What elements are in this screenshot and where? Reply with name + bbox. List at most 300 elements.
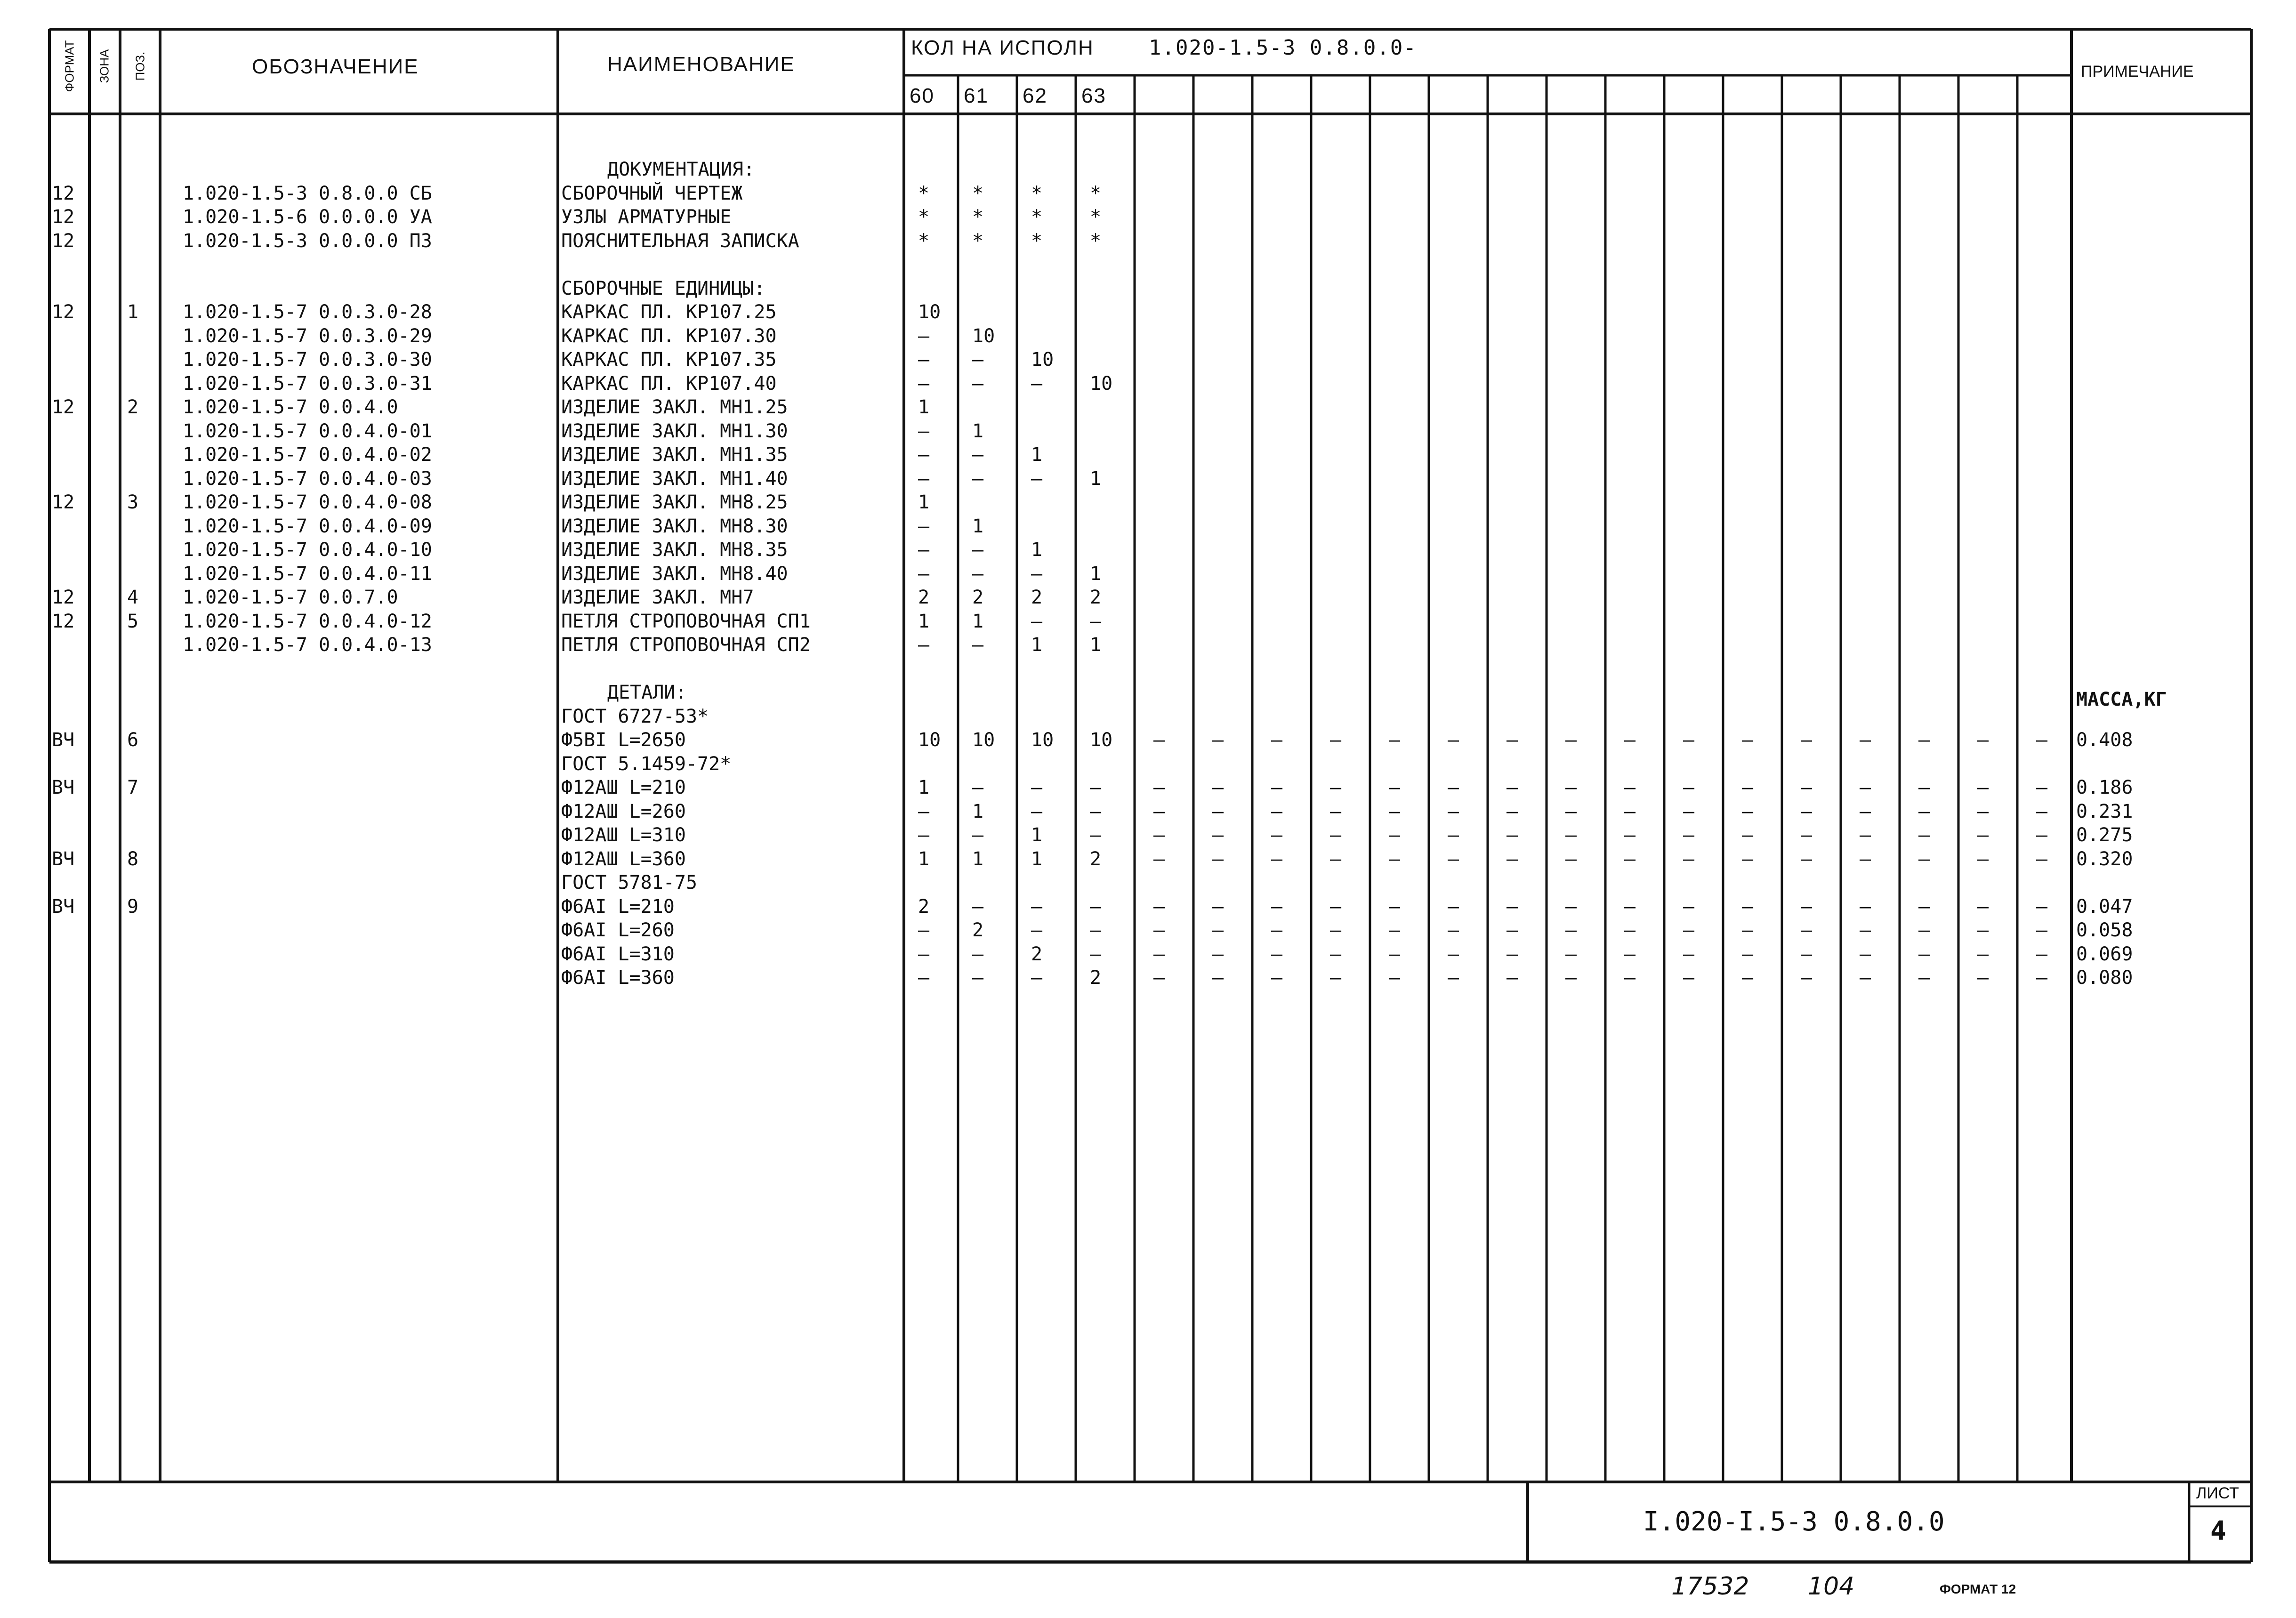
row-qty-62: * (1031, 230, 1043, 252)
header-variant-60: 60 (910, 84, 935, 107)
row-dash: – (1271, 800, 1283, 822)
row-qty-61: – (972, 967, 984, 989)
row-dash: – (1977, 943, 1989, 965)
row-dash: – (1918, 967, 1930, 989)
row-dash: – (1506, 777, 1518, 798)
row-qty-62: 1 (1031, 824, 1043, 846)
row-name: КАРКАС ПЛ. КР107.40 (561, 372, 777, 394)
row-name: ГОСТ 6727-53* (561, 705, 709, 727)
row-format: 12 (52, 587, 75, 608)
row-dash: – (1389, 967, 1401, 989)
row-name: Ф6АI L=310 (561, 943, 675, 965)
row-pos: 3 (127, 491, 139, 513)
row-dash: – (1860, 919, 1871, 941)
row-dash: – (1683, 895, 1695, 918)
row-dash: – (2036, 919, 2048, 941)
row-dash: – (1624, 943, 1636, 965)
row-qty-60: 1 (918, 777, 930, 798)
row-dash: – (1565, 895, 1577, 918)
row-dash: – (1212, 919, 1224, 941)
row-mass: 0.069 (2076, 943, 2133, 965)
row-qty-61: 10 (972, 325, 995, 347)
row-mass: 0.275 (2076, 824, 2133, 846)
row-dash: – (1506, 848, 1518, 870)
header-qty-doc: 1.020-1.5-3 0.8.0.0- (1149, 36, 1417, 60)
header-note: ПРИМЕЧАНИЕ (2081, 63, 2194, 80)
header-variant-63: 63 (1081, 84, 1106, 107)
row-dash: – (1683, 800, 1695, 822)
row-dash: – (1506, 919, 1518, 941)
row-qty-61: * (972, 206, 984, 228)
row-qty-60: 1 (918, 610, 930, 632)
row-format: ВЧ (52, 729, 75, 751)
row-dash: – (1977, 800, 1989, 822)
row-qty-60: – (918, 420, 930, 442)
row-qty-61: – (972, 824, 984, 846)
row-dash: – (1918, 895, 1930, 918)
row-qty-63: 1 (1090, 634, 1102, 656)
row-format: 12 (52, 206, 75, 228)
row-dash: – (1742, 943, 1754, 965)
row-qty-61: – (972, 467, 984, 490)
row-dash: – (2036, 943, 2048, 965)
row-dash: – (1742, 824, 1754, 846)
row-dash: – (1506, 895, 1518, 918)
row-dash: – (1918, 729, 1930, 751)
row-qty-62: – (1031, 610, 1043, 632)
row-dash: – (1742, 967, 1754, 989)
row-dash: – (1977, 895, 1989, 918)
row-qty-60: – (918, 467, 930, 490)
row-name: СБОРОЧНЫЙ ЧЕРТЕЖ (561, 182, 743, 204)
row-dash: – (1624, 777, 1636, 798)
row-dash: – (2036, 895, 2048, 918)
row-qty-63: – (1090, 800, 1102, 822)
row-dash: – (1389, 919, 1401, 941)
row-dash: – (1742, 895, 1754, 918)
row-format: 12 (52, 396, 75, 418)
row-dash: – (1506, 729, 1518, 751)
row-dash: – (1977, 824, 1989, 846)
row-designation: 1.020-1.5-6 0.0.0.0 УА (183, 206, 432, 228)
row-dash: – (1801, 967, 1813, 989)
row-dash: – (1801, 848, 1813, 870)
row-qty-62: – (1031, 372, 1043, 394)
row-dash: – (1506, 824, 1518, 846)
row-dash: – (1389, 895, 1401, 918)
row-dash: – (1271, 919, 1283, 941)
row-name: ДЕТАЛИ: (607, 682, 687, 703)
row-qty-60: 10 (918, 301, 941, 323)
row-name: Ф6АI L=210 (561, 895, 675, 918)
row-dash: – (1565, 919, 1577, 941)
row-dash: – (2036, 824, 2048, 846)
row-qty-61: 10 (972, 729, 995, 751)
handwritten-number-1: 17532 (1671, 1572, 1749, 1601)
row-qty-63: – (1090, 610, 1102, 632)
row-dash: – (1330, 919, 1342, 941)
footer-sheet-number: 4 (2210, 1516, 2226, 1546)
row-dash: – (1565, 824, 1577, 846)
row-dash: – (1153, 943, 1165, 965)
row-dash: – (1624, 848, 1636, 870)
row-pos: 4 (127, 587, 139, 608)
row-mass: 0.080 (2076, 967, 2133, 989)
row-dash: – (1624, 919, 1636, 941)
row-designation: 1.020-1.5-7 0.0.4.0-08 (183, 491, 432, 513)
row-designation: 1.020-1.5-7 0.0.4.0-09 (183, 515, 432, 537)
row-dash: – (1271, 777, 1283, 798)
row-dash: – (1918, 800, 1930, 822)
header-designation: ОБОЗНАЧЕНИЕ (252, 55, 419, 78)
row-qty-60: * (918, 182, 930, 204)
row-dash: – (1330, 967, 1342, 989)
row-dash: – (1742, 919, 1754, 941)
row-pos: 8 (127, 848, 139, 870)
row-dash: – (1918, 777, 1930, 798)
row-qty-62: – (1031, 800, 1043, 822)
row-dash: – (1565, 777, 1577, 798)
row-qty-60: – (918, 444, 930, 466)
row-dash: – (1153, 800, 1165, 822)
row-dash: – (1918, 919, 1930, 941)
row-dash: – (1153, 824, 1165, 846)
row-qty-60: – (918, 967, 930, 989)
row-dash: – (1860, 848, 1871, 870)
row-mass: 0.231 (2076, 800, 2133, 822)
row-dash: – (1977, 777, 1989, 798)
row-dash: – (1271, 895, 1283, 918)
row-dash: – (1801, 919, 1813, 941)
row-qty-61: * (972, 230, 984, 252)
row-qty-63: 10 (1090, 729, 1113, 751)
row-designation: 1.020-1.5-7 0.0.3.0-29 (183, 325, 432, 347)
row-dash: – (1212, 729, 1224, 751)
row-designation: 1.020-1.5-3 0.0.0.0 ПЗ (183, 230, 432, 252)
footer-format-label: ФОРМАТ 12 (1940, 1582, 2016, 1596)
row-pos: 5 (127, 610, 139, 632)
row-dash: – (1153, 895, 1165, 918)
row-qty-62: 10 (1031, 349, 1054, 370)
row-qty-61: – (972, 895, 984, 918)
row-format: ВЧ (52, 895, 75, 918)
row-dash: – (1212, 800, 1224, 822)
row-dash: – (1153, 967, 1165, 989)
row-qty-63: 2 (1090, 848, 1102, 870)
row-dash: – (1389, 729, 1401, 751)
row-dash: – (1448, 895, 1459, 918)
row-dash: – (1271, 729, 1283, 751)
row-qty-60: 1 (918, 848, 930, 870)
row-dash: – (1742, 777, 1754, 798)
row-qty-62: 1 (1031, 848, 1043, 870)
row-qty-63: – (1090, 777, 1102, 798)
row-qty-60: 10 (918, 729, 941, 751)
row-dash: – (2036, 800, 2048, 822)
row-qty-63: * (1090, 230, 1102, 252)
row-designation: 1.020-1.5-7 0.0.4.0-12 (183, 610, 432, 632)
row-dash: – (2036, 729, 2048, 751)
row-dash: – (1153, 729, 1165, 751)
footer-doc-number: I.020-I.5-3 0.8.0.0 (1643, 1506, 1945, 1537)
row-dash: – (1801, 777, 1813, 798)
row-name: Ф6АI L=260 (561, 919, 675, 941)
row-qty-61: – (972, 634, 984, 656)
row-designation: 1.020-1.5-7 0.0.4.0-10 (183, 539, 432, 561)
row-dash: – (1683, 777, 1695, 798)
row-qty-61: – (972, 563, 984, 585)
row-qty-60: – (918, 539, 930, 561)
row-designation: 1.020-1.5-7 0.0.4.0-02 (183, 444, 432, 466)
row-name: ИЗДЕЛИЕ ЗАКЛ. МН1.35 (561, 444, 788, 466)
header-name: НАИМЕНОВАНИЕ (607, 53, 795, 76)
row-format: 12 (52, 491, 75, 513)
row-qty-61: 1 (972, 848, 984, 870)
row-designation: 1.020-1.5-7 0.0.7.0 (183, 587, 398, 608)
row-qty-61: 2 (972, 919, 984, 941)
row-format: 12 (52, 610, 75, 632)
row-dash: – (1448, 967, 1459, 989)
row-designation: 1.020-1.5-7 0.0.3.0-28 (183, 301, 432, 323)
row-pos: 6 (127, 729, 139, 751)
row-dash: – (1565, 943, 1577, 965)
row-dash: – (1860, 943, 1871, 965)
row-dash: – (1330, 824, 1342, 846)
row-dash: – (1389, 824, 1401, 846)
row-dash: – (1742, 800, 1754, 822)
row-dash: – (1212, 777, 1224, 798)
header-zone: ЗОНА (97, 49, 112, 83)
row-dash: – (1801, 824, 1813, 846)
row-mass: 0.047 (2076, 895, 2133, 918)
row-dash: – (1860, 824, 1871, 846)
row-dash: – (1389, 800, 1401, 822)
row-qty-60: – (918, 800, 930, 822)
row-dash: – (1212, 824, 1224, 846)
row-mass: 0.186 (2076, 777, 2133, 798)
row-dash: – (1683, 729, 1695, 751)
header-variant-61: 61 (964, 84, 989, 107)
row-dash: – (1506, 943, 1518, 965)
row-dash: – (1448, 777, 1459, 798)
row-format: 12 (52, 230, 75, 252)
row-name: Ф12АШ L=360 (561, 848, 686, 870)
row-dash: – (1565, 967, 1577, 989)
row-dash: – (1271, 824, 1283, 846)
row-designation: 1.020-1.5-7 0.0.4.0-01 (183, 420, 432, 442)
row-qty-60: * (918, 206, 930, 228)
row-qty-62: – (1031, 967, 1043, 989)
mass-label: МАССА,КГ (2076, 689, 2167, 710)
row-dash: – (1624, 967, 1636, 989)
row-name: Ф6АI L=360 (561, 967, 675, 989)
row-name: ДОКУМЕНТАЦИЯ: (607, 159, 755, 180)
row-qty-62: – (1031, 777, 1043, 798)
row-dash: – (1448, 943, 1459, 965)
handwritten-number-2: 104 (1808, 1572, 1855, 1601)
row-qty-63: 2 (1090, 967, 1102, 989)
row-name: ИЗДЕЛИЕ ЗАКЛ. МН8.30 (561, 515, 788, 537)
row-name: ИЗДЕЛИЕ ЗАКЛ. МН7 (561, 587, 754, 608)
row-mass: 0.320 (2076, 848, 2133, 870)
row-dash: – (1448, 800, 1459, 822)
row-qty-61: 1 (972, 420, 984, 442)
row-qty-61: 1 (972, 515, 984, 537)
row-dash: – (1683, 943, 1695, 965)
row-dash: – (1212, 967, 1224, 989)
row-qty-62: – (1031, 563, 1043, 585)
row-qty-63: – (1090, 895, 1102, 918)
row-qty-61: – (972, 372, 984, 394)
row-dash: – (1683, 824, 1695, 846)
row-name: УЗЛЫ АРМАТУРНЫЕ (561, 206, 732, 228)
row-qty-60: – (918, 634, 930, 656)
row-qty-60: – (918, 943, 930, 965)
row-qty-60: * (918, 230, 930, 252)
row-dash: – (1977, 967, 1989, 989)
row-dash: – (2036, 967, 2048, 989)
row-dash: – (1212, 895, 1224, 918)
row-dash: – (1683, 848, 1695, 870)
row-dash: – (1212, 943, 1224, 965)
row-dash: – (1918, 824, 1930, 846)
row-dash: – (1448, 919, 1459, 941)
row-dash: – (1506, 800, 1518, 822)
row-qty-61: – (972, 444, 984, 466)
row-name: ИЗДЕЛИЕ ЗАКЛ. МН8.25 (561, 491, 788, 513)
row-dash: – (1330, 943, 1342, 965)
row-name: Ф12АШ L=210 (561, 777, 686, 798)
row-qty-61: 1 (972, 800, 984, 822)
row-qty-62: * (1031, 206, 1043, 228)
row-qty-62: – (1031, 895, 1043, 918)
row-name: КАРКАС ПЛ. КР107.30 (561, 325, 777, 347)
row-qty-60: 2 (918, 587, 930, 608)
row-designation: 1.020-1.5-7 0.0.3.0-31 (183, 372, 432, 394)
header-variant-62: 62 (1023, 84, 1047, 107)
row-designation: 1.020-1.5-7 0.0.3.0-30 (183, 349, 432, 370)
row-dash: – (1448, 848, 1459, 870)
row-qty-63: 10 (1090, 372, 1113, 394)
row-dash: – (1448, 824, 1459, 846)
row-dash: – (1448, 729, 1459, 751)
row-name: ИЗДЕЛИЕ ЗАКЛ. МН8.35 (561, 539, 788, 561)
row-designation: 1.020-1.5-7 0.0.4.0-03 (183, 467, 432, 490)
row-qty-62: 1 (1031, 444, 1043, 466)
row-pos: 1 (127, 301, 139, 323)
row-format: ВЧ (52, 777, 75, 798)
row-dash: – (1330, 895, 1342, 918)
row-name: СБОРОЧНЫЕ ЕДИНИЦЫ: (561, 277, 765, 299)
row-dash: – (1624, 824, 1636, 846)
row-qty-61: 1 (972, 610, 984, 632)
row-name: ИЗДЕЛИЕ ЗАКЛ. МН1.25 (561, 396, 788, 418)
header-qty-label: КОЛ НА ИСПОЛН (911, 36, 1094, 59)
row-format: ВЧ (52, 848, 75, 870)
row-qty-62: – (1031, 467, 1043, 490)
row-name: ИЗДЕЛИЕ ЗАКЛ. МН1.30 (561, 420, 788, 442)
row-dash: – (1918, 848, 1930, 870)
row-dash: – (1389, 848, 1401, 870)
row-dash: – (1977, 919, 1989, 941)
row-dash: – (1624, 800, 1636, 822)
row-dash: – (1977, 848, 1989, 870)
row-designation: 1.020-1.5-7 0.0.4.0 (183, 396, 398, 418)
row-name: ИЗДЕЛИЕ ЗАКЛ. МН8.40 (561, 563, 788, 585)
row-qty-63: – (1090, 919, 1102, 941)
row-qty-60: – (918, 824, 930, 846)
row-dash: – (1271, 848, 1283, 870)
row-format: 12 (52, 182, 75, 204)
row-qty-60: 1 (918, 396, 930, 418)
footer-sheet-label: ЛИСТ (2196, 1484, 2239, 1502)
row-dash: – (1212, 848, 1224, 870)
row-name: Ф5ВI L=2650 (561, 729, 686, 751)
row-designation: 1.020-1.5-7 0.0.4.0-13 (183, 634, 432, 656)
row-dash: – (1683, 967, 1695, 989)
header-format: ФОРМАТ (62, 40, 77, 92)
row-dash: – (1389, 943, 1401, 965)
row-dash: – (1565, 800, 1577, 822)
row-name: ПОЯСНИТЕЛЬНАЯ ЗАПИСКА (561, 230, 799, 252)
row-name: ИЗДЕЛИЕ ЗАКЛ. МН1.40 (561, 467, 788, 490)
row-dash: – (1506, 967, 1518, 989)
row-name: КАРКАС ПЛ. КР107.35 (561, 349, 777, 370)
row-qty-60: – (918, 372, 930, 394)
row-pos: 7 (127, 777, 139, 798)
row-dash: – (1565, 848, 1577, 870)
row-dash: – (1624, 895, 1636, 918)
header-pos: ПОЗ. (133, 51, 147, 80)
row-dash: – (1153, 919, 1165, 941)
row-dash: – (1801, 895, 1813, 918)
row-dash: – (1683, 919, 1695, 941)
row-qty-63: – (1090, 824, 1102, 846)
row-dash: – (1801, 729, 1813, 751)
row-dash: – (2036, 777, 2048, 798)
row-qty-63: * (1090, 206, 1102, 228)
row-dash: – (1860, 967, 1871, 989)
row-dash: – (1860, 777, 1871, 798)
row-qty-62: 2 (1031, 943, 1043, 965)
row-qty-63: 1 (1090, 467, 1102, 490)
row-dash: – (1330, 777, 1342, 798)
row-dash: – (1330, 848, 1342, 870)
row-name: КАРКАС ПЛ. КР107.25 (561, 301, 777, 323)
row-name: ГОСТ 5.1459-72* (561, 753, 732, 775)
row-designation: 1.020-1.5-3 0.8.0.0 СБ (183, 182, 432, 204)
row-dash: – (1153, 848, 1165, 870)
row-qty-61: * (972, 182, 984, 204)
row-format: 12 (52, 301, 75, 323)
row-name: Ф12АШ L=260 (561, 800, 686, 822)
row-qty-61: 2 (972, 587, 984, 608)
row-qty-61: – (972, 943, 984, 965)
row-qty-60: 2 (918, 895, 930, 918)
row-dash: – (1624, 729, 1636, 751)
row-mass: 0.058 (2076, 919, 2133, 941)
row-qty-60: 1 (918, 491, 930, 513)
row-qty-63: * (1090, 182, 1102, 204)
row-qty-63: – (1090, 943, 1102, 965)
row-dash: – (1330, 800, 1342, 822)
row-dash: – (1271, 967, 1283, 989)
row-dash: – (1330, 729, 1342, 751)
row-dash: – (1918, 943, 1930, 965)
row-dash: – (1271, 943, 1283, 965)
row-name: Ф12АШ L=310 (561, 824, 686, 846)
row-qty-62: – (1031, 919, 1043, 941)
